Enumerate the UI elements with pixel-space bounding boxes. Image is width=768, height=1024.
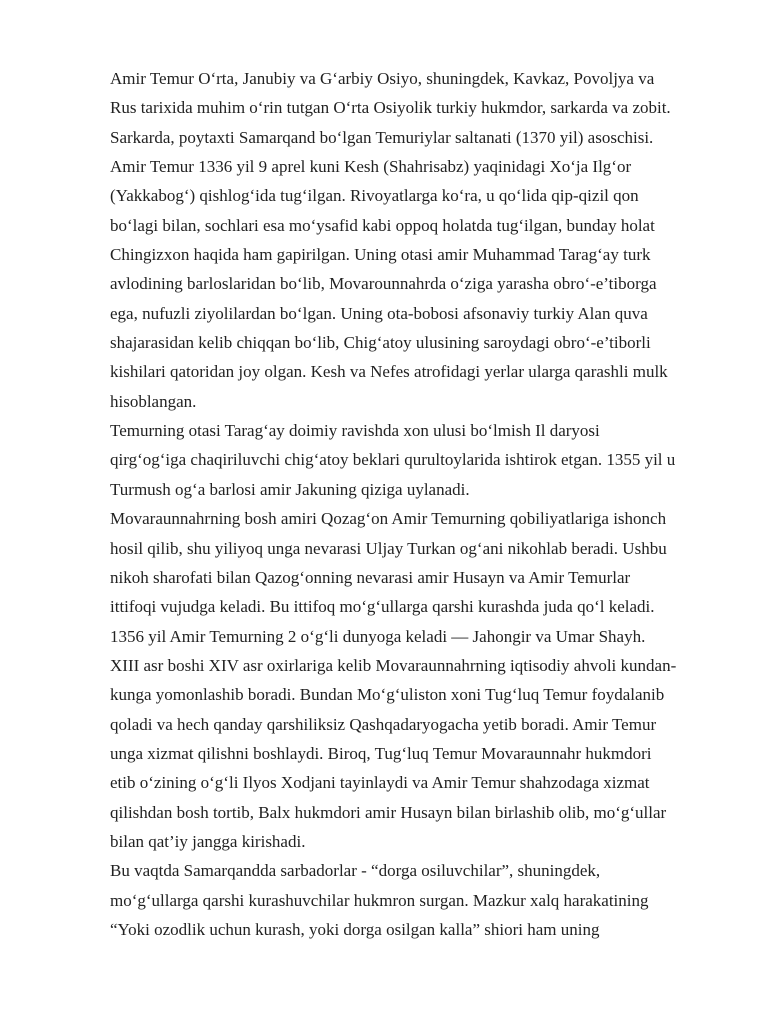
text-line: Bu vaqtda Samarqandda sarbadorlar - “dorga osiluvchilar”, shuningdek, — [110, 861, 601, 881]
text-line: qirg‘og‘iga chaqiriluvchi chig‘atoy beklari qurultoylarida ishtirok etgan. 1355 yil u — [110, 450, 676, 470]
text-line: Amir Temur O‘rta, Janubiy va G‘arbiy Osiyo, shuningdek, Kavkaz, Povoljya va — [110, 69, 655, 88]
paragraph — [110, 416, 716, 504]
text-line: etib o‘zining o‘g‘li Ilyos Xodjani tayinlaydi va Amir Temur shahzodaga xizmat — [110, 773, 650, 793]
text-line: bo‘lagi bilan, sochlari esa mo‘ysafid kabi oppoq holatda tug‘ilgan, bunday holat — [110, 215, 655, 235]
text-line: Chingizxon haqida ham gapirilgan. Uning otasi amir Muhammad Tarag‘ay turk — [110, 245, 651, 265]
text-line: 1356 yil Amir Temurning 2 o‘g‘li dunyoga keladi — Jahongir va Umar Shayh. — [110, 626, 646, 646]
text-line: “Yoki ozodlik uchun kurash, yoki dorga osilgan kalla” shiori ham uning — [110, 919, 600, 939]
text-line: Rus tarixida muhim o‘rin tutgan O‘rta Osiyolik turkiy hukmdor, sarkarda va zobit. — [110, 98, 671, 118]
text-line: Temurning otasi Tarag‘ay doimiy ravishda xon ulusi bo‘lmish Il daryosi — [110, 421, 600, 441]
text-line: Sarkarda, poytaxti Samarqand bo‘lgan Temuriylar saltanati (1370 yil) asoschisi. — [110, 127, 654, 147]
text-line: kishilari qatoridan joy olgan. Kesh va Nefes atrofidagi yerlar ularga qarashli mulk — [110, 362, 668, 382]
text-line: unga xizmat qilishni boshlaydi. Biroq, Tug‘luq Temur Movaraunnahr hukmdori — [110, 743, 652, 763]
paragraph — [110, 64, 716, 416]
text-line: mo‘g‘ullarga qarshi kurashuvchilar hukmron surgan. Mazkur xalq harakatining — [110, 890, 649, 910]
text-line: bilan qat’iy jangga kirishadi. — [110, 831, 306, 851]
text-line: kunga yomonlashib boradi. Bundan Mo‘g‘uliston xoni Tug‘luq Temur foydalanib — [110, 685, 665, 705]
text-line: Turmush og‘a barlosi amir Jakuning qiziga uylanadi. — [110, 479, 470, 499]
text-line: ittifoqi vujudga keladi. Bu ittifoq mo‘g‘ullarga qarshi kurashda juda qo‘l keladi. — [110, 597, 655, 617]
text-line: XIII asr boshi XIV asr oxirlariga kelib Movaraunnahrning iqtisodiy ahvoli kundan- — [110, 655, 677, 675]
text-line: ega, nufuzli ziyolilardan bo‘lgan. Uning ota-bobosi afsonaviy turkiy Alan quva — [110, 303, 648, 323]
text-line: (Yakkabog‘) qishlog‘ida tug‘ilgan. Rivoyatlarga ko‘ra, u qo‘lida qip-qizil qon — [110, 186, 639, 206]
text-line: shajarasidan kelib chiqqan bo‘lib, Chig‘atoy ulusining saroydagi obro‘-e’tiborli — [110, 333, 651, 353]
document-body — [110, 64, 716, 944]
text-line: Movaraunnahrning bosh amiri Qozag‘on Amir Temurning qobiliyatlariga ishonch — [110, 509, 667, 529]
paragraph — [110, 651, 716, 856]
text-line: qilishdan bosh tortib, Balx hukmdori amir Husayn bilan birlashib olib, mo‘g‘ullar — [110, 802, 667, 822]
text-line: hosil qilib, shu yiliyoq unga nevarasi Uljay Turkan og‘ani nikohlab beradi. Ushbu — [110, 538, 667, 558]
paragraph — [110, 856, 716, 944]
text-line: hisoblangan. — [110, 391, 197, 411]
text-line: qoladi va hech qanday qarshiliksiz Qashqadaryogacha yetib boradi. Amir Temur — [110, 714, 657, 734]
text-line: Amir Temur 1336 yil 9 aprel kuni Kesh (Shahrisabz) yaqinidagi Xo‘ja Ilg‘or — [110, 157, 632, 177]
text-line: nikoh sharofati bilan Qazog‘onning nevarasi amir Husayn va Amir Temurlar — [110, 567, 631, 587]
text-line: avlodining barloslaridan bo‘lib, Movarounnahrda o‘ziga yarasha obro‘-e’tiborga — [110, 274, 657, 294]
paragraph — [110, 504, 716, 651]
